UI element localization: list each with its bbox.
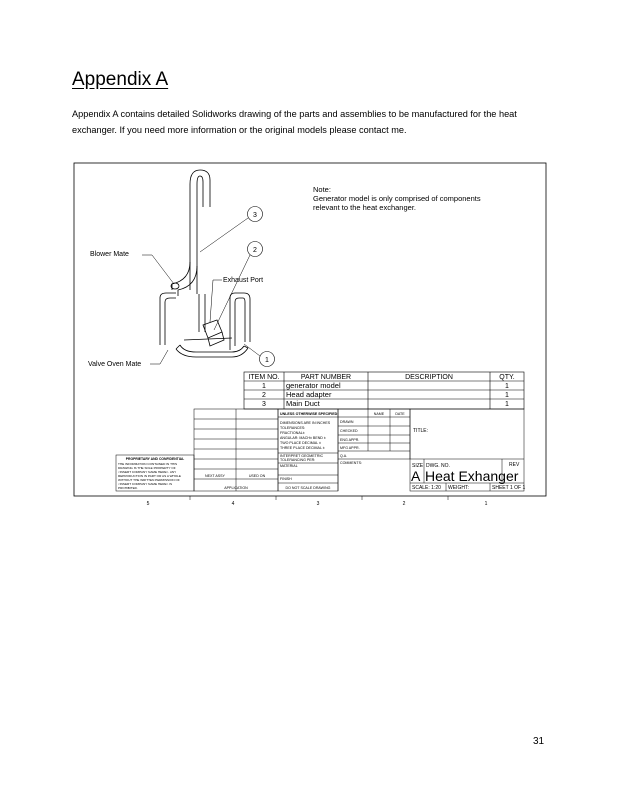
tb-date: DATE [395,412,405,416]
tb-application: APPLICATION [224,486,248,490]
tb-prop-line: PROHIBITED. [118,486,138,490]
tb-qa: Q.A. [340,454,348,458]
bom-row-qty: 1 [505,392,509,399]
page-heading: Appendix A [72,69,169,90]
zone-5: 5 [146,501,150,507]
note-title: Note: [313,185,331,194]
tb-unless: UNLESS OTHERWISE SPECIFIED: [280,412,339,416]
tb-weight: WEIGHT: [448,485,469,491]
intro-paragraph: Appendix A contains detailed Solidworks drawing of the parts and assemblies to be manufactured for the heat exchanger. If you need more information or the original models please contact me. [72,109,517,135]
tb-prop-line: WITHOUT THE WRITTEN PERMISSION OF [118,478,180,482]
tb-material: MATERIAL [280,464,298,468]
zone-1: 1 [484,501,488,507]
title-block [116,409,525,491]
bom-row-qty: 1 [505,383,509,390]
tb-prop-line: THE INFORMATION CONTAINED IN THIS [118,462,178,466]
tb-comments: COMMENTS: [340,461,362,465]
balloon-3: 3 [253,212,257,219]
tb-proprietary-title: PROPRIETARY AND CONFIDENTIAL [125,457,185,461]
callouts [88,207,275,369]
tb-angular: ANGULAR: MACH± BEND ± [280,436,326,440]
page-number: 31 [533,736,545,747]
tb-drawing-title: Heat Exhanger [425,468,519,484]
tb-two-place: TWO PLACE DECIMAL ± [280,441,321,445]
tb-size-value: A [411,468,421,484]
tb-checked: CHECKED [340,429,358,433]
bom-header-desc: DESCRIPTION [405,374,453,381]
callout-blower-mate: Blower Mate [90,251,129,258]
tb-tolerances: TOLERANCES: [280,426,306,430]
bom-row-item: 2 [262,392,266,399]
tb-finish: FINISH [280,477,292,481]
zone-4: 4 [231,501,235,507]
assembly-sketch [160,170,250,357]
tb-prop-line: REPRODUCTION IN PART OR AS A WHOLE [118,474,181,478]
bom-header-part: PART NUMBER [300,374,352,381]
solidworks-drawing [72,162,548,510]
bom-table [244,372,524,409]
balloon-2: 2 [253,247,257,254]
tb-scale: SCALE: 1:20 [412,485,441,491]
note-line-2: relevant to the heat exchanger. [313,203,416,212]
zone-markers [147,496,488,507]
tb-sheet: SHEET 1 OF 1 [492,485,526,491]
tb-rev: REV [509,462,520,468]
bom-row-part: Main Duct [286,399,320,408]
callout-exhaust-port: Exhaust Port [223,277,264,284]
tb-prop-line: DRAWING IS THE SOLE PROPERTY OF [118,466,176,470]
bom-header-item: ITEM NO. [248,374,280,381]
note-line-1: Generator model is only comprised of components [313,194,481,203]
tb-no-scale: DO NOT SCALE DRAWING [285,486,331,490]
tb-fractional: FRACTIONAL± [280,431,305,435]
tb-eng-appr: ENG APPR. [340,438,360,442]
bom-row-item: 1 [262,383,266,390]
tb-drawn: DRAWN [340,420,354,424]
tb-three-place: THREE PLACE DECIMAL ± [280,446,325,450]
tb-interpret: INTERPRET GEOMETRIC [280,454,324,458]
bom-row-qty: 1 [505,401,509,408]
bom-row-item: 3 [262,401,266,408]
tb-used-on: USED ON [248,474,266,478]
zone-3: 3 [316,501,320,507]
tb-dwg-no: DWG. NO. [426,463,450,469]
tb-title-label: TITLE: [413,428,429,434]
tb-prop-line: <INSERT COMPANY NAME HERE> IS [118,482,173,486]
tb-size: SIZE [412,463,424,469]
bom-row-part: generator model [286,381,341,390]
bom-row-part: Head adapter [286,390,332,399]
bom-header-qty: QTY. [499,374,515,381]
tb-dims: DIMENSIONS ARE IN INCHES [280,421,331,425]
tb-mfg-appr: MFG APPR. [340,446,360,450]
tb-tolerancing: TOLERANCING PER: [280,458,316,462]
tb-next-assy: NEXT ASSY [205,474,225,478]
zone-2: 2 [402,501,406,507]
tb-prop-line: <INSERT COMPANY NAME HERE>. ANY [118,470,177,474]
tb-name: NAME [373,412,385,416]
callout-valve-oven-mate: Valve Oven Mate [88,361,142,368]
balloon-1: 1 [265,357,269,364]
